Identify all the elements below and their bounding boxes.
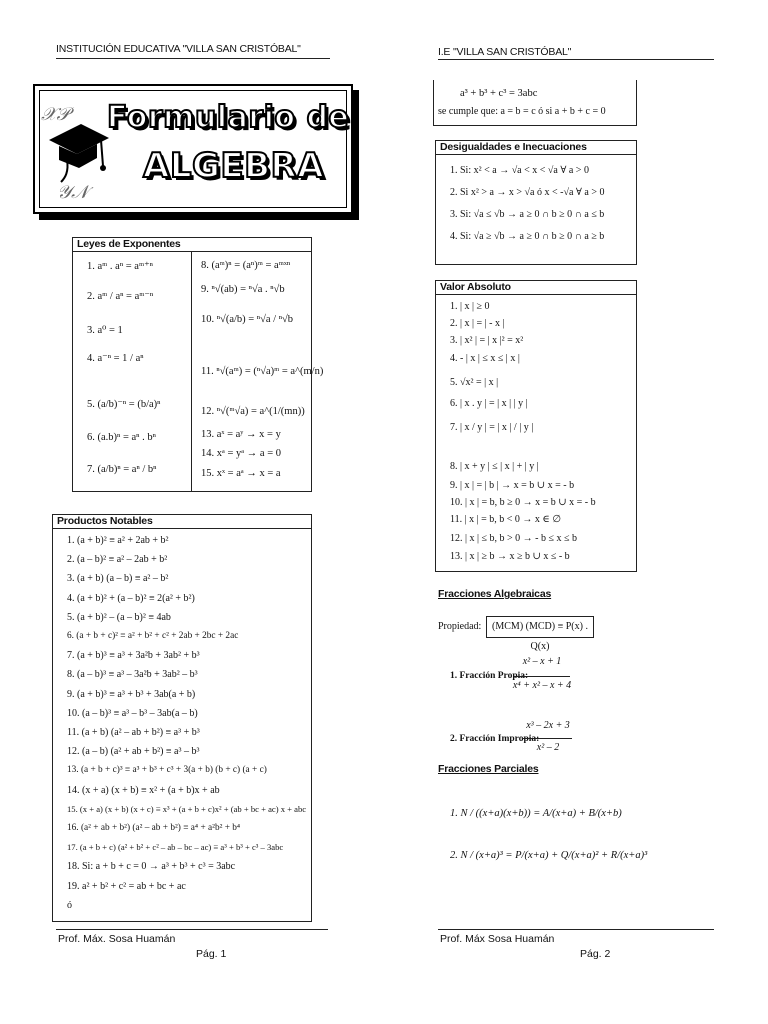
valor-absoluto-item: 9. | x | = | b | → x = b ∪ x = - b [450, 480, 575, 491]
valor-absoluto-item: 13. | x | ≥ b → x ≥ b ∪ x ≤ - b [450, 551, 570, 562]
producto-notable-item: 14. (x + a) (x + b) ≡ x² + (a + b)x + ab [67, 784, 220, 796]
fraccion-impropia-bar [522, 738, 572, 739]
fraccion-propia-bar [514, 676, 570, 677]
header-rule-left [56, 58, 330, 59]
valor-absoluto-item: 4. - | x | ≤ x ≤ | x | [450, 353, 520, 364]
footer-rule-right [438, 929, 714, 930]
ley-9: 9. ⁿ√(ab) = ⁿ√a . ⁿ√b [201, 284, 285, 295]
footer-rule-left [56, 929, 328, 930]
fraccion-parcial-2: 2. N / (x+a)³ = P/(x+a) + Q/(x+a)² + R/(x+a)³ [450, 850, 648, 861]
producto-notable-item: 19. a² + b² + c² = ab + bc + ac [67, 880, 186, 892]
header-left: INSTITUCIÓN EDUCATIVA "VILLA SAN CRISTÓBAL" [56, 43, 301, 55]
desig-1: 1. Si: x² < a → √a < x < √a ∀ a > 0 [450, 165, 589, 176]
leyes-heading: Leyes de Exponentes [73, 238, 311, 252]
footer-page-right: Pág. 2 [580, 948, 611, 960]
ley-12: 12. ⁿ√(ᵐ√a) = a^(1/(mn)) [201, 406, 305, 417]
desigualdades-box [435, 140, 637, 265]
valor-absoluto-item: 6. | x . y | = | x | | y | [450, 398, 528, 409]
productos-notables-box [52, 514, 312, 922]
producto-notable-item: 17. (a + b + c) (a² + b² + c² – ab – bc – ac) ≡ a³ + b³ + c³ – 3abc [67, 842, 284, 853]
ley-13: 13. aˣ = aʸ → x = y [201, 429, 281, 440]
producto-notable-item: 15. (x + a) (x + b) (x + c) ≡ x³ + (a + b + c)x² + (ab + bc + ac) x + abc [67, 803, 307, 814]
top-right-line-2: se cumple que: a = b = c ó si a + b + c = 0 [438, 106, 606, 117]
valor-absoluto-heading: Valor Absoluto [436, 281, 636, 295]
ley-3: 3. a⁰ = 1 [87, 325, 123, 336]
ley-6: 6. (a.b)ⁿ = aⁿ . bⁿ [87, 432, 156, 443]
valor-absoluto-item: 12. | x | ≤ b, b > 0 → - b ≤ x ≤ b [450, 533, 577, 544]
deco-script-icon-2: 𝒴𝒩 [57, 182, 89, 203]
ley-8: 8. (aᵐ)ⁿ = (aⁿ)ᵐ = aᵐˣⁿ [201, 260, 291, 271]
producto-notable-item: 4. (a + b)² + (a – b)² ≡ 2(a² + b²) [67, 592, 195, 604]
producto-notable-item: 12. (a – b) (a² + ab + b²) ≡ a³ – b³ [67, 746, 200, 758]
graduation-cap-icon [45, 116, 111, 188]
producto-notable-item: 10. (a – b)³ ≡ a³ – b³ – 3ab(a – b) [67, 707, 198, 719]
valor-absoluto-item: 10. | x | = b, b ≥ 0 → x = b ∪ x = - b [450, 497, 596, 508]
producto-notable-item: 11. (a + b) (a² – ab + b²) ≡ a³ + b³ [67, 727, 200, 738]
title-line-1: Formulario de [107, 100, 350, 135]
valor-absoluto-item: 7. | x / y | = | x | / | y | [450, 422, 534, 433]
fraccion-impropia-denominator: x² – 2 [536, 742, 560, 753]
producto-notable-item: 2. (a – b)² ≡ a² – 2ab + b² [67, 554, 168, 566]
header-rule-right [438, 59, 714, 60]
propiedad-label: Propiedad: [438, 621, 482, 632]
valor-absoluto-item: 3. | x² | = | x |² = x² [450, 335, 524, 346]
fracciones-parciales-heading: Fracciones Parciales [438, 763, 539, 775]
producto-notable-item: 8. (a – b)³ ≡ a³ – 3a²b + 3ab² – b³ [67, 669, 198, 681]
fraccion-propia-label: 1. Fracción Propia: [450, 671, 529, 681]
ley-15: 15. xˣ = aᵃ → x = a [201, 468, 281, 479]
producto-notable-item: 9. (a + b)³ ≡ a³ + b³ + 3ab(a + b) [67, 688, 196, 700]
title-box [33, 84, 353, 214]
producto-notable-item: 3. (a + b) (a – b) ≡ a² – b² [67, 573, 169, 585]
producto-notable-item: 18. Si: a + b + c = 0 → a³ + b³ + c³ = 3abc [67, 861, 236, 873]
propiedad-box: (MCM) (MCD) ≡ P(x) . Q(x) [486, 616, 594, 638]
producto-notable-item: 7. (a + b)³ ≡ a³ + 3a²b + 3ab² + b³ [67, 650, 200, 662]
deco-script-icon: 𝒳𝒫 [41, 104, 70, 125]
desig-3: 3. Si: √a ≤ √b → a ≥ 0 ∩ b ≥ 0 ∩ a ≤ b [450, 209, 605, 220]
fracciones-algebraicas-heading: Fracciones Algebraicas [438, 588, 552, 600]
title-line-2: ALGEBRA [143, 146, 325, 186]
header-right: I.E "VILLA SAN CRISTÓBAL" [438, 46, 572, 58]
top-right-box [433, 80, 637, 126]
leyes-divider [191, 252, 192, 491]
footer-page-left: Pág. 1 [196, 948, 227, 960]
valor-absoluto-item: 1. | x | ≥ 0 [450, 301, 490, 312]
productos-heading: Productos Notables [53, 515, 311, 529]
desig-2: 2. Si x² > a → x > √a ó x < -√a ∀ a > 0 [450, 187, 605, 198]
ley-1: 1. aᵐ . aⁿ = aᵐ⁺ⁿ [87, 261, 153, 272]
valor-absoluto-item: 8. | x + y | ≤ | x | + | y | [450, 461, 539, 472]
desigualdades-heading: Desigualdades e Inecuaciones [436, 141, 636, 155]
valor-absoluto-item: 11. | x | = b, b < 0 → x ∈ ∅ [450, 514, 562, 525]
ley-4: 4. a⁻ⁿ = 1 / aⁿ [87, 353, 144, 364]
valor-absoluto-item: 5. √x² = | x | [450, 377, 499, 388]
producto-notable-item: ó [67, 899, 72, 911]
valor-absoluto-box [435, 280, 637, 572]
ley-11: 11. ⁿ√(aᵐ) = (ⁿ√a)ᵐ = a^(m/n) [201, 366, 324, 377]
desig-4: 4. Si: √a ≥ √b → a ≥ 0 ∩ b ≥ 0 ∩ a ≥ b [450, 231, 605, 242]
fraccion-impropia-numerator: x³ – 2x + 3 [526, 720, 570, 731]
producto-notable-item: 16. (a² + ab + b²) (a² – ab + b²) ≡ a⁴ + a²b² + b⁴ [67, 823, 241, 833]
producto-notable-item: 1. (a + b)² ≡ a² + 2ab + b² [67, 535, 169, 546]
ley-7: 7. (a/b)ⁿ = aⁿ / bⁿ [87, 464, 157, 475]
valor-absoluto-item: 2. | x | = | - x | [450, 318, 505, 329]
fraccion-propia-denominator: x⁴ + x² – x + 4 [512, 680, 572, 691]
fraccion-parcial-1: 1. N / ((x+a)(x+b)) = A/(x+a) + B/(x+b) [450, 808, 622, 819]
footer-author-right: Prof. Máx Sosa Huamán [440, 933, 555, 945]
producto-notable-item: 5. (a + b)² – (a – b)² ≡ 4ab [67, 611, 171, 623]
producto-notable-item: 13. (a + b + c)³ ≡ a³ + b³ + c³ + 3(a + b) (b + c) (a + c) [67, 765, 267, 776]
fraccion-impropia-label: 2. Fracción Impropia: [450, 734, 540, 744]
leyes-exponentes-box [72, 237, 324, 492]
top-right-line-1: a³ + b³ + c³ = 3abc [460, 88, 538, 99]
ley-14: 14. xᵃ = yᵃ → a = 0 [201, 448, 281, 459]
fraccion-propia-numerator: x² – x + 1 [522, 656, 562, 667]
ley-5: 5. (a/b)⁻ⁿ = (b/a)ⁿ [87, 399, 161, 410]
ley-10: 10. ⁿ√(a/b) = ⁿ√a / ⁿ√b [201, 314, 294, 325]
ley-2: 2. aᵐ / aⁿ = aᵐ⁻ⁿ [87, 291, 154, 302]
producto-notable-item: 6. (a + b + c)² ≡ a² + b² + c² + 2ab + 2bc + 2ac [67, 631, 239, 641]
footer-author-left: Prof. Máx. Sosa Huamán [58, 933, 176, 945]
